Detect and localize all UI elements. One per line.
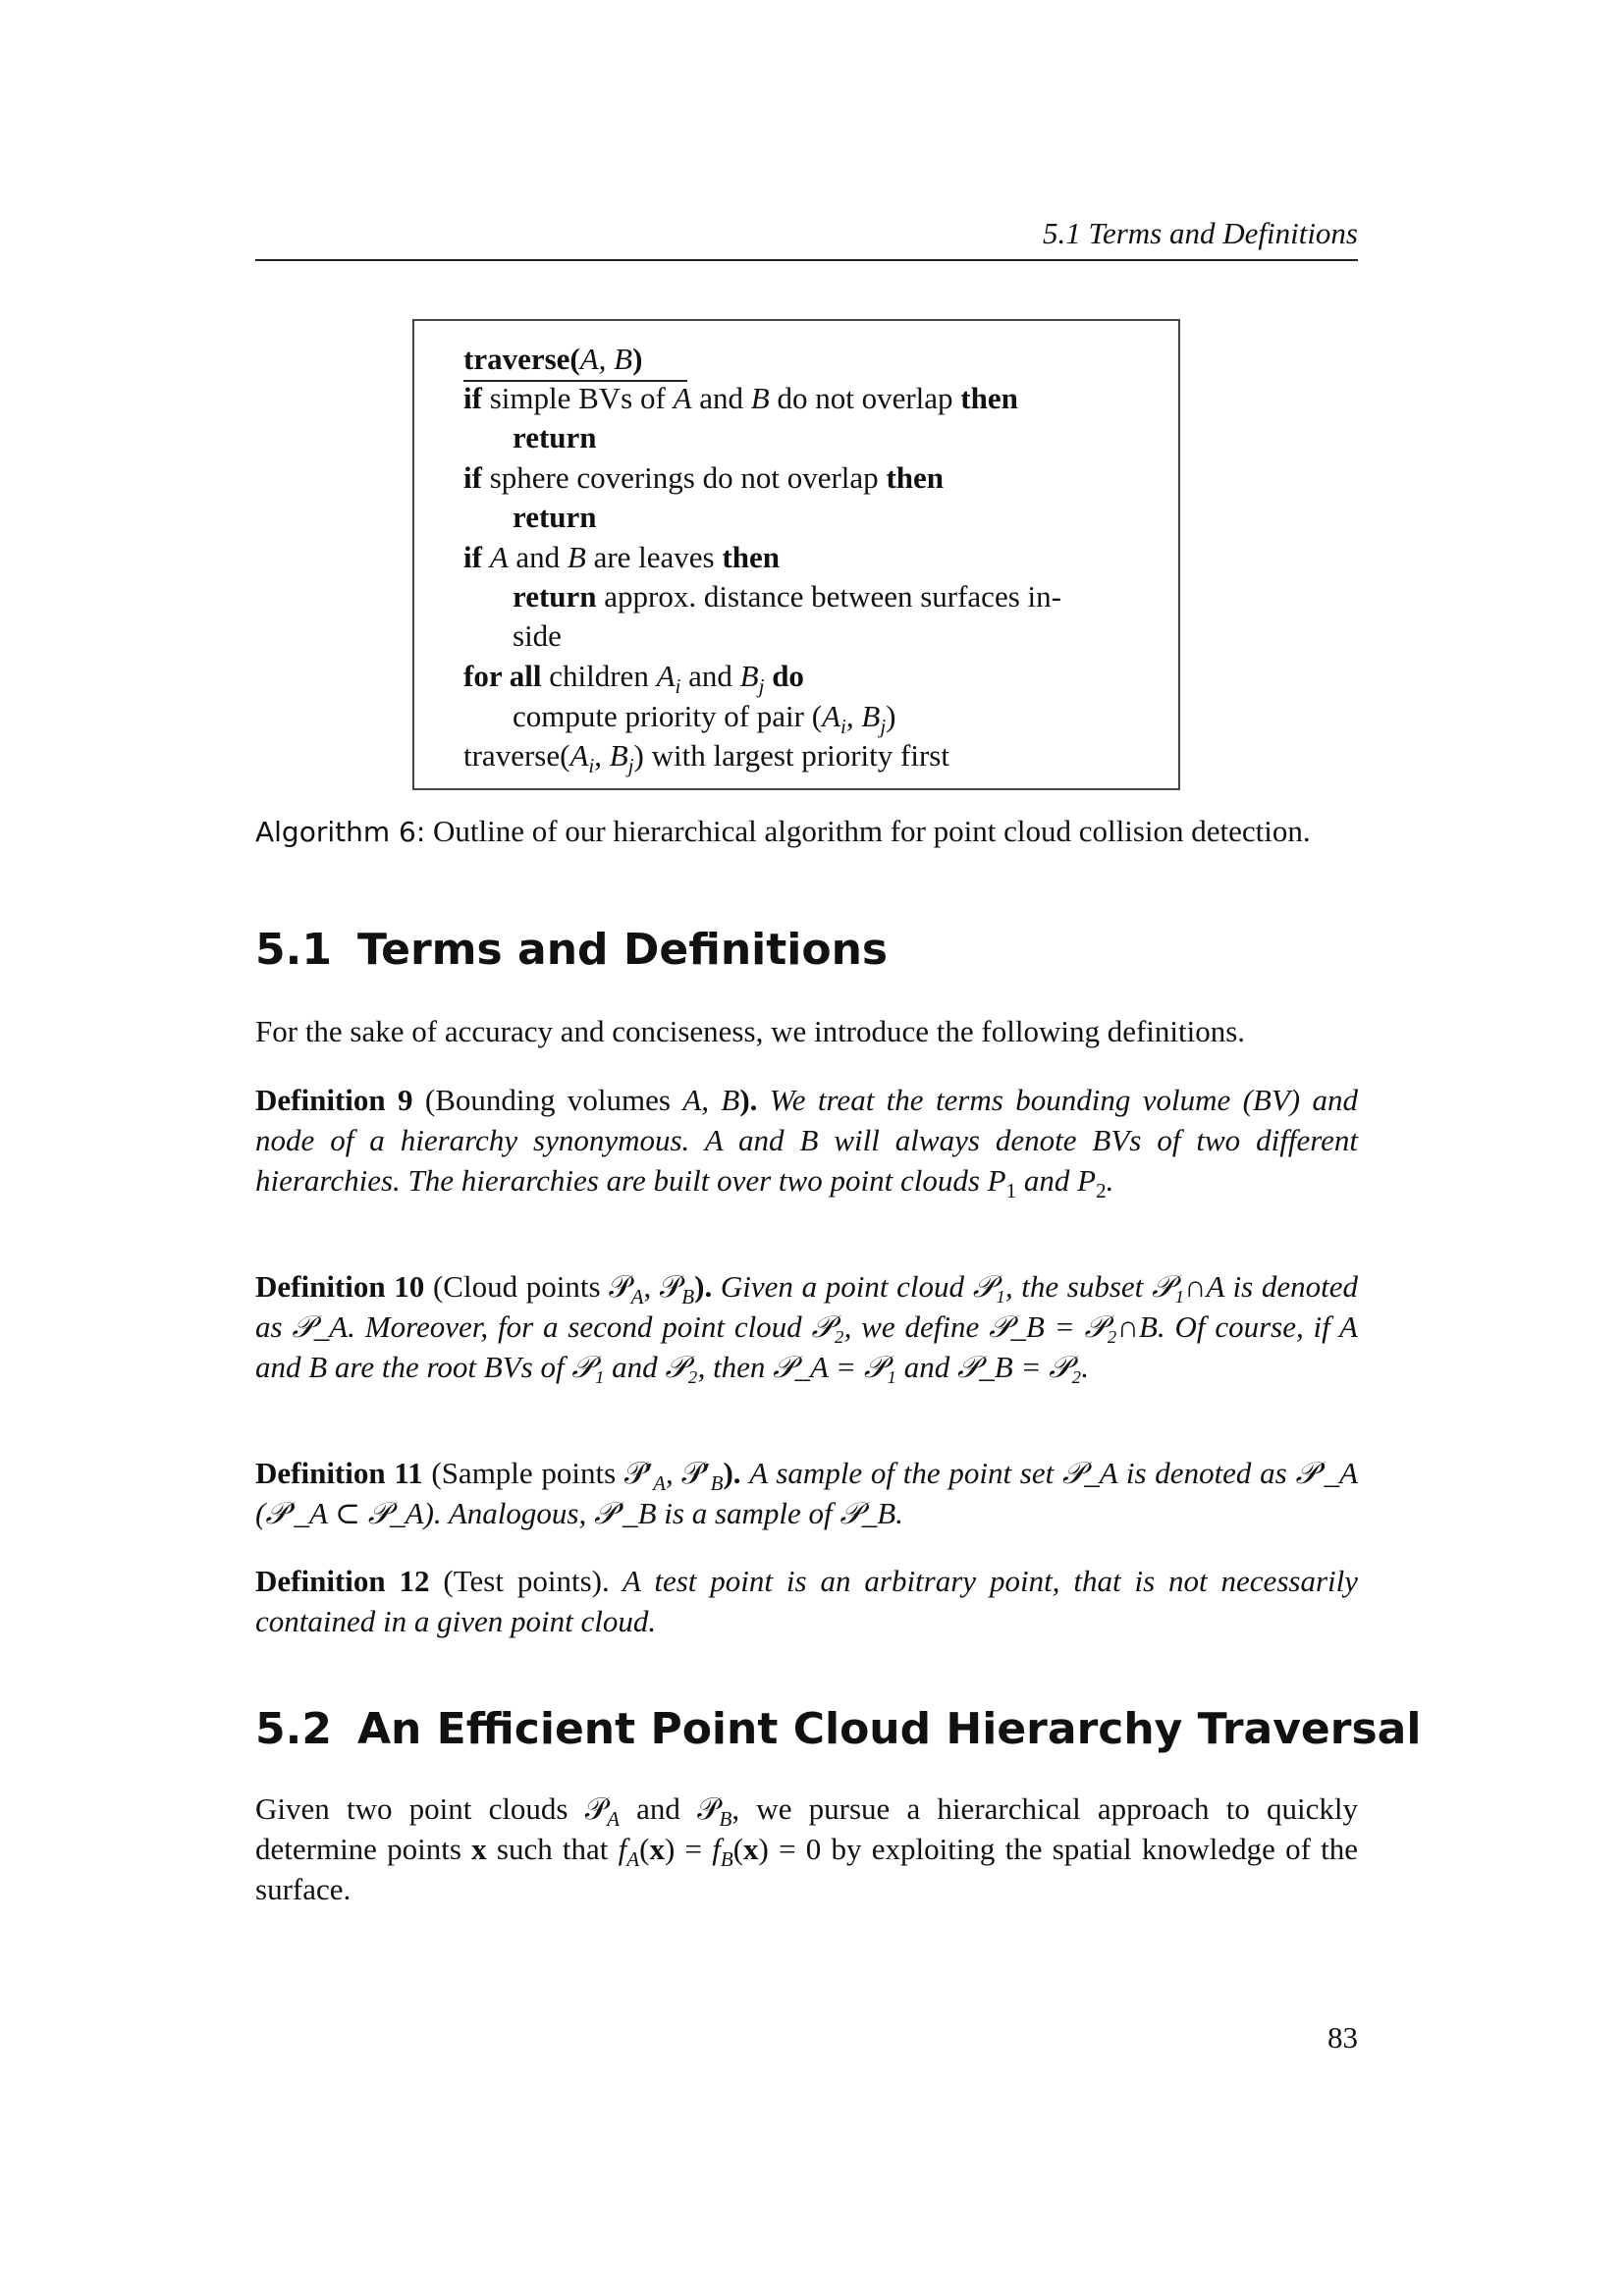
line-text: simple BVs of: [481, 381, 674, 415]
algorithm-line: [463, 379, 1018, 418]
running-header: 5.1 Terms and Definitions: [1043, 216, 1358, 250]
body-text: ) = 0 by exploiting the spatial knowledge of the surface.: [255, 1832, 1358, 1906]
body-text: ) =: [664, 1832, 713, 1866]
keyword: then: [886, 460, 945, 495]
math-subscript: A: [630, 1285, 644, 1309]
line-text: and: [508, 540, 568, 574]
line-text: ,: [594, 738, 610, 773]
algorithm-line: [463, 657, 804, 699]
math-subscript: A: [607, 1807, 620, 1832]
keyword: return: [513, 500, 597, 534]
line-text: compute priority of pair (: [513, 699, 823, 733]
page-number: 83: [1327, 2020, 1358, 2055]
definition-name-math: A, B: [682, 1083, 740, 1117]
definition-name-close: ).: [694, 1269, 713, 1304]
definition-name: (Test points).: [429, 1564, 610, 1598]
math-var: A: [673, 381, 692, 415]
math-symbol: 𝒫: [697, 1791, 720, 1826]
line-text: sphere coverings do not overlap: [481, 460, 887, 495]
math-subscript: j: [627, 754, 634, 778]
algorithm-line: [513, 616, 562, 656]
definition-label: Definition 12: [255, 1564, 430, 1598]
definition-body: .: [1106, 1163, 1114, 1198]
keyword: if: [463, 540, 482, 574]
algorithm-line: [463, 736, 949, 778]
definition-label: Definition 11: [255, 1456, 423, 1490]
math-subscript: B: [710, 1471, 724, 1496]
math-subscript: 1: [1005, 1179, 1017, 1203]
keyword: then: [960, 381, 1018, 415]
line-text: approx. distance between surfaces in-: [596, 579, 1061, 614]
section-intro: For the sake of accuracy and conciseness, we introduce the following definitions.: [255, 1014, 1246, 1048]
body-text: (: [639, 1832, 650, 1866]
math-var: B: [609, 738, 628, 773]
definition-9: [255, 1080, 1358, 1201]
definition-name-math: 𝒫′: [623, 1456, 654, 1490]
definition-label: Definition 10: [255, 1269, 425, 1304]
algorithm-title-args: A, B: [579, 342, 633, 376]
section-title: An Efficient Point Cloud Hierarchy Traversal: [356, 1704, 1422, 1754]
math-var: B: [739, 659, 759, 693]
math-subscript: i: [588, 754, 595, 778]
math-bold-var: x: [649, 1832, 665, 1866]
algorithm-caption: [255, 811, 1358, 852]
definition-body: A test point is an arbitrary point, that is not necessarily contained in a given point cloud.: [255, 1564, 1358, 1638]
math-subscript: 2: [1096, 1179, 1107, 1203]
math-subscript: A: [653, 1471, 666, 1496]
math-subscript: i: [840, 715, 846, 739]
math-var: B: [567, 540, 586, 574]
definition-10: [255, 1266, 1358, 1387]
math-subscript: B: [720, 1847, 733, 1872]
definition-name: (Bounding volumes: [412, 1083, 683, 1117]
section-number: 5.2: [255, 1704, 332, 1754]
definition-name-math: 𝒫: [609, 1269, 631, 1304]
keyword: if: [463, 460, 482, 495]
section-heading: [255, 923, 888, 978]
math-symbol: P: [987, 1163, 1006, 1198]
definition-name-close: ).: [723, 1456, 741, 1490]
body-text: such that: [486, 1832, 619, 1866]
math-var: A: [656, 659, 676, 693]
math-var: A: [822, 699, 841, 733]
line-text: ,: [845, 699, 862, 733]
line-text: and: [691, 381, 751, 415]
keyword: if: [463, 381, 482, 415]
algorithm-line: [513, 697, 896, 739]
line-text: do not overlap: [769, 381, 961, 415]
definition-name-math: , 𝒫: [643, 1269, 682, 1304]
keyword: return: [513, 420, 597, 454]
algorithm-line: [513, 498, 597, 537]
math-subscript: j: [880, 715, 887, 739]
algorithm-title: [463, 340, 642, 379]
line-text: are leaves: [585, 540, 723, 574]
line-text: and: [680, 659, 740, 693]
body-text: and: [619, 1791, 698, 1826]
keyword: for all: [463, 659, 542, 693]
keyword: do: [764, 659, 804, 693]
keyword: return: [513, 579, 597, 614]
algorithm-line: [513, 418, 597, 457]
line-text: children: [541, 659, 657, 693]
definition-body: Given a point cloud 𝒫₁, the subset 𝒫₁∩A is denoted as 𝒫_A. Moreover, for a second point cloud 𝒫₂, we define 𝒫_B = 𝒫₂∩B. Of course, if A and B are the root BVs of 𝒫₁ and 𝒫₂, then 𝒫_A = 𝒫₁ and 𝒫_B = 𝒫₂.: [255, 1269, 1358, 1384]
section-heading: [255, 1702, 1421, 1757]
math-subscript: B: [681, 1285, 695, 1309]
math-var: A: [569, 738, 589, 773]
algorithm-caption-label: Algorithm 6:: [255, 816, 426, 848]
math-var: f: [618, 1832, 627, 1866]
section-number: 5.1: [255, 925, 332, 975]
definition-name: (Cloud points: [424, 1269, 610, 1304]
math-symbol: P: [1077, 1163, 1097, 1198]
line-text: ): [886, 699, 896, 733]
line-text: side: [513, 618, 562, 653]
definition-name: (Sample points: [422, 1456, 624, 1490]
math-var: A: [489, 540, 509, 574]
definition-body: We treat the terms bounding volume (BV) and node of a hierarchy synonymous. A and B will always denote BVs of two different hierarchies. The hierarchies are built over two point clouds: [255, 1083, 1358, 1198]
body-text: Given two point clouds: [255, 1791, 585, 1826]
math-subscript: A: [626, 1847, 640, 1872]
header-rule: [255, 259, 1358, 261]
definition-12: [255, 1561, 1358, 1641]
algorithm-line: [463, 458, 944, 498]
math-subscript: i: [675, 674, 681, 699]
definition-body: A sample of the point set 𝒫_A is denoted as 𝒫′_A (𝒫′_A ⊂ 𝒫_A). Analogous, 𝒫′_B is a sample of 𝒫_B.: [255, 1456, 1359, 1530]
definition-body: and: [1016, 1163, 1078, 1198]
line-text: ) with largest priority first: [633, 738, 949, 773]
section-title: Terms and Definitions: [356, 925, 889, 975]
definition-name-close: ).: [739, 1083, 758, 1117]
math-var: f: [712, 1832, 721, 1866]
math-var: B: [861, 699, 881, 733]
math-bold-var: x: [743, 1832, 759, 1866]
body-text: , we pursue a hierarchical approach to quickly determine points: [255, 1791, 1358, 1866]
math-subscript: j: [758, 674, 765, 699]
algorithm-line: [513, 577, 1061, 616]
math-subscript: B: [719, 1807, 732, 1832]
algorithm-line: [463, 538, 780, 577]
math-var: B: [750, 381, 770, 415]
algorithm-caption-text: Outline of our hierarchical algorithm for point cloud collision detection.: [425, 814, 1311, 848]
section-body: [255, 1789, 1358, 1909]
algorithm-title-name: traverse(: [463, 342, 580, 376]
definition-label: Definition 9: [255, 1083, 413, 1117]
math-bold-var: x: [471, 1832, 487, 1866]
line-text: traverse(: [463, 738, 570, 773]
body-text: (: [732, 1832, 744, 1866]
math-symbol: 𝒫: [584, 1791, 608, 1826]
algorithm-title-close: ): [632, 342, 643, 376]
definition-11: [255, 1453, 1358, 1533]
keyword: then: [722, 540, 780, 574]
definition-name-math: , 𝒫′: [665, 1456, 711, 1490]
